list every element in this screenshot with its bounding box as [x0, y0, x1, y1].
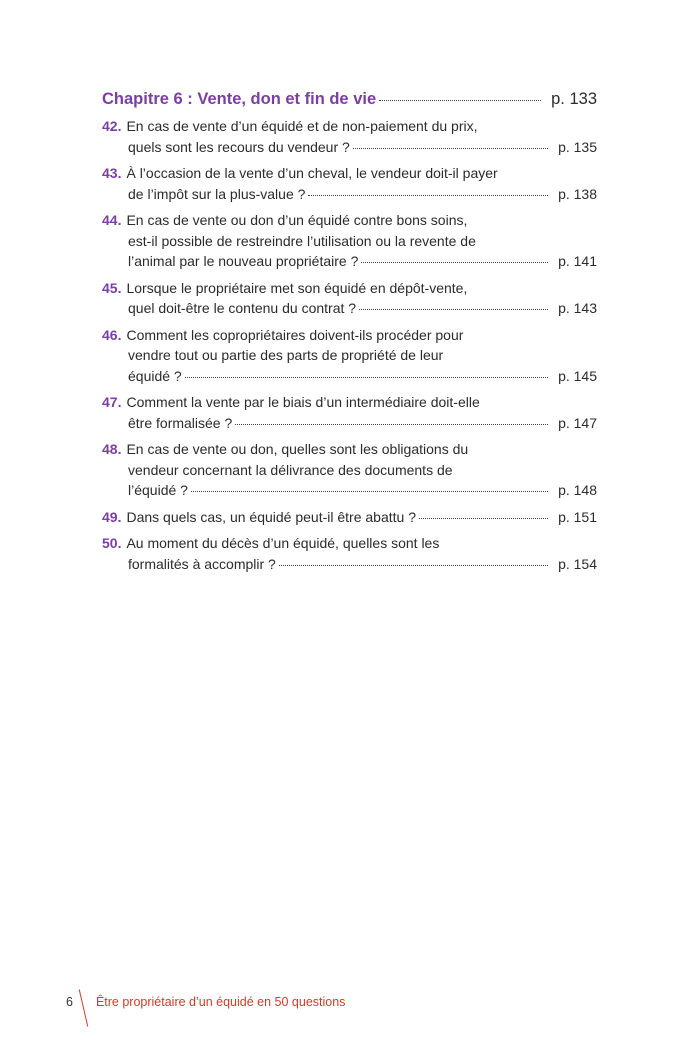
- leader-dots: [279, 565, 548, 566]
- entry-page: p. 154: [558, 555, 597, 572]
- entry-text-line: équidé ?: [128, 367, 182, 384]
- leader-dots: [419, 518, 548, 519]
- leader-dots: [359, 309, 548, 310]
- entry-text-line: Dans quels cas, un équidé peut-il être abattu ?: [126, 508, 416, 525]
- leader-dots: [361, 262, 548, 263]
- entry-page: p. 135: [558, 138, 597, 155]
- entry-text-line: En cas de vente d’un équidé et de non-paiement du prix,: [126, 118, 478, 134]
- entry-text-line: formalités à accomplir ?: [128, 555, 276, 572]
- entry-number: 42.: [102, 118, 122, 134]
- entry-text-line: Lorsque le propriétaire met son équidé en dépôt-vente,: [126, 279, 468, 296]
- entry-number: 46.: [102, 326, 122, 343]
- entry-number: 43.: [102, 165, 122, 181]
- toc-entries: [102, 116, 597, 574]
- chapter-title: Chapitre 6 : Vente, don et fin de vie: [102, 90, 377, 108]
- toc-entry[interactable]: [102, 325, 597, 387]
- footer-page-number: 6: [66, 995, 73, 1009]
- page-footer: [66, 983, 345, 1021]
- entry-text-line: est-il possible de restreindre l’utilisation ou la revente de: [128, 232, 476, 249]
- entry-text-line: de l’impôt sur la plus-value ?: [128, 185, 306, 202]
- toc-entry[interactable]: [102, 278, 597, 319]
- entry-page: p. 147: [558, 414, 597, 431]
- toc-entry[interactable]: [102, 163, 597, 204]
- entry-page: p. 138: [558, 185, 597, 202]
- entry-text-line: l’équidé ?: [128, 482, 188, 498]
- footer-book-title: Être propriétaire d’un équidé en 50 questions: [95, 995, 346, 1009]
- chapter-page: p. 133: [551, 90, 597, 108]
- entry-page: p. 143: [558, 300, 597, 316]
- entry-text-line: quel doit-être le contenu du contrat ?: [128, 300, 357, 316]
- entry-text-line: Au moment du décès d’un équidé, quelles sont les: [126, 535, 440, 551]
- entry-page: p. 145: [558, 367, 597, 384]
- toc-entry[interactable]: [102, 507, 597, 528]
- entry-page: p. 151: [558, 508, 597, 525]
- leader-dots: [308, 195, 548, 196]
- entry-number: 50.: [102, 535, 122, 551]
- leader-dots: [185, 377, 548, 378]
- leader-dots: [379, 100, 541, 101]
- leader-dots: [353, 148, 548, 149]
- entry-number: 45.: [102, 279, 122, 296]
- entry-text-line: Comment la vente par le biais d’un intermédiaire doit-elle: [126, 394, 480, 410]
- toc-entry[interactable]: [102, 392, 597, 433]
- entry-text-line: vendeur concernant la délivrance des documents de: [128, 461, 453, 478]
- entry-number: 48.: [102, 441, 122, 457]
- chapter-heading[interactable]: [102, 88, 597, 110]
- footer-divider: [79, 989, 89, 1026]
- leader-dots: [191, 491, 548, 492]
- toc-entry[interactable]: [102, 533, 597, 574]
- entry-text-line: quels sont les recours du vendeur ?: [128, 138, 350, 155]
- entry-text-line: être formalisée ?: [128, 414, 233, 431]
- table-of-contents: [102, 88, 597, 580]
- entry-number: 47.: [102, 394, 122, 410]
- entry-text-line: En cas de vente ou don d’un équidé contre bons soins,: [126, 212, 468, 228]
- entry-text-line: Comment les copropriétaires doivent-ils procéder pour: [126, 326, 464, 343]
- entry-page: p. 141: [558, 253, 597, 269]
- entry-text-line: l’animal par le nouveau propriétaire ?: [128, 253, 359, 269]
- toc-entry[interactable]: [102, 439, 597, 501]
- entry-text-line: En cas de vente ou don, quelles sont les obligations du: [126, 441, 469, 457]
- toc-entry[interactable]: [102, 116, 597, 157]
- leader-dots: [235, 424, 548, 425]
- entry-number: 44.: [102, 212, 122, 228]
- entry-text-line: À l’occasion de la vente d’un cheval, le vendeur doit-il payer: [126, 165, 498, 181]
- entry-number: 49.: [102, 508, 122, 525]
- entry-text-line: vendre tout ou partie des parts de propriété de leur: [128, 347, 444, 363]
- entry-page: p. 148: [558, 482, 597, 498]
- toc-entry[interactable]: [102, 210, 597, 272]
